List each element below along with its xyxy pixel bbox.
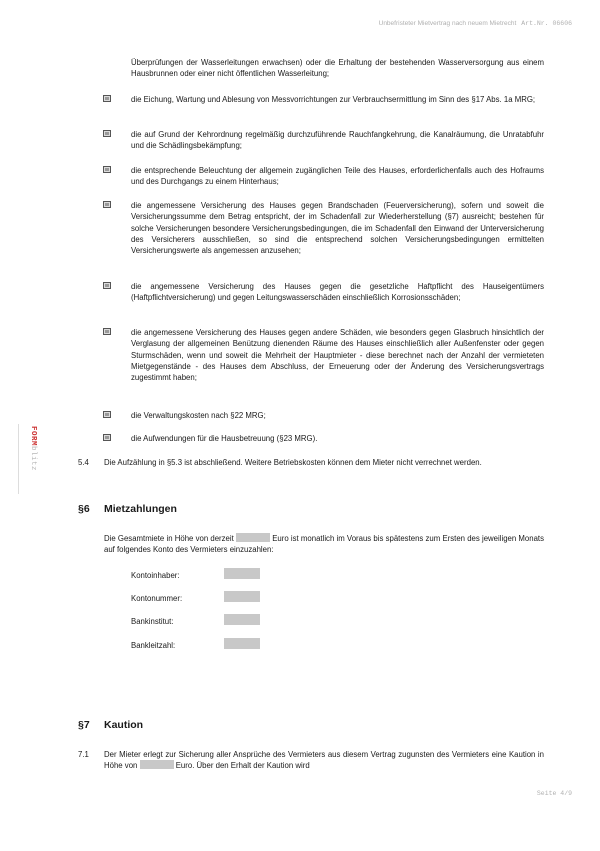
section-6-number: §6	[78, 503, 90, 515]
section-6-text-before: Die Gesamtmiete in Höhe von derzeit	[104, 534, 234, 543]
section-6-title: Mietzahlungen	[104, 503, 177, 515]
clause-7-1-number: 7.1	[78, 750, 89, 759]
clause-7-1-text-before: Der Mieter erlegt zur Sicherung aller Ansprüche des Vermieters aus diesem Vertrag zugunsten des Vermieters eine Kaution in Höhe von	[104, 750, 544, 771]
checkbox-item-6[interactable]	[103, 328, 111, 335]
item-text-7: die Verwaltungskosten nach §22 MRG;	[131, 411, 266, 420]
clause-5-4-number: 5.4	[78, 458, 89, 467]
kontoinhaber-field[interactable]	[224, 568, 260, 579]
header-title: Unbefristeter Mietvertrag nach neuem Mietrecht	[378, 20, 517, 27]
rent-amount-field[interactable]	[236, 533, 270, 542]
bankinstitut-field[interactable]	[224, 614, 260, 625]
deposit-amount-field[interactable]	[140, 760, 174, 769]
checkbox-item-2[interactable]	[103, 130, 111, 137]
item-text-6: die angemessene Versicherung des Hauses gegen andere Schäden, wie besonders gegen Glasbruch hinsichtlich der Verglasung der allgemeinen Benützung dienenden Räume des Hauses einschließlich aller Außenfenster oder gegen Sturmschäden, wenn und soweit die Mehrheit der Hauptmieter - diese berechnet nach der Anzahl der vermieteten Mietgegenstände - des Hauses dem Abschluss, der Erneuerung oder der Änderung des Versicherungsvertrags zugestimmt haben;	[131, 328, 544, 383]
section-6-text	[104, 533, 544, 556]
checkbox-item-5[interactable]	[103, 282, 111, 289]
clause-5-4-text: Die Aufzählung in §5.3 ist abschließend. Weitere Betriebskosten können dem Mieter nicht verrechnet werden.	[104, 458, 482, 467]
clause-7-1-text	[104, 749, 544, 772]
formblitz-logo	[23, 426, 37, 492]
label-kontonummer: Kontonummer:	[131, 594, 183, 603]
item-text-4: die angemessene Versicherung des Hauses gegen Brandschaden (Feuerversicherung), sofern und soweit die Versicherungssumme dem Betrag entspricht, der im Schadenfall zur Wiederherstellung (§7) ausreicht; bestehen für solche Versicherungen besondere Versicherungsbedingungen, die im Schadenfall den Einwand der Unterversicherung des Versicherers ausschließen, so sind die entsprechend solchen Versicherungsbedingungen ermittelten Versicherungswerte als angemessen anzusehen;	[131, 201, 544, 256]
label-kontoinhaber: Kontoinhaber:	[131, 571, 180, 580]
item-text-3: die entsprechende Beleuchtung der allgemein zugänglichen Teile des Hauses, erforderlichenfalls auch des Hofraums und des Durchgangs zu einem Hinterhaus;	[131, 166, 544, 187]
intro-paragraph: Überprüfungen der Wasserleitungen erwachsen) oder die Erhaltung der bestehenden Wasserversorgung aus einem Hausbrunnen oder einer nicht öffentlichen Wasserleitung;	[131, 58, 544, 79]
section-7-title: Kaution	[104, 719, 144, 731]
page-header	[379, 20, 572, 27]
kontonummer-field[interactable]	[224, 591, 260, 602]
brand-part-form: FORM	[29, 426, 37, 447]
checkbox-item-3[interactable]	[103, 166, 111, 173]
item-text-1: die Eichung, Wartung und Ablesung von Messvorrichtungen zur Verbrauchsermittlung im Sinn des §17 Abs. 1a MRG;	[131, 95, 536, 104]
checkbox-item-1[interactable]	[103, 95, 111, 102]
checkbox-item-4[interactable]	[103, 201, 111, 208]
checkbox-item-8[interactable]	[103, 434, 111, 441]
item-text-8: die Aufwendungen für die Hausbetreuung (§23 MRG).	[131, 434, 318, 443]
section-6-text-after: Euro ist monatlich im Voraus bis spätestens zum Ersten des jeweiligen Monats auf folgendes Konto des Vermieters einzuzahlen:	[104, 534, 544, 555]
item-text-2: die auf Grund der Kehrordnung regelmäßig durchzuführende Rauchfangkehrung, die Kanalräumung, die Unratabfuhr und die Schädlingsbekämpfung;	[131, 130, 544, 151]
section-7-number: §7	[78, 719, 90, 731]
label-bankleitzahl: Bankleitzahl:	[131, 641, 176, 650]
brand-part-blitz: blitz	[29, 446, 37, 472]
page-number: Seite 4/9	[536, 790, 572, 797]
brand-divider	[18, 424, 19, 494]
bankleitzahl-field[interactable]	[224, 638, 260, 649]
clause-7-1-text-after: Euro. Über den Erhalt der Kaution wird	[175, 761, 310, 771]
label-bankinstitut: Bankinstitut:	[131, 617, 174, 626]
header-art-nr: Art.Nr. 06606	[521, 20, 572, 27]
item-text-5: die angemessene Versicherung des Hauses gegen die gesetzliche Haftpflicht des Hauseigentümers (Haftpflichtversicherung) und gegen Leitungswasserschäden einschließlich Korrosionsschäden;	[131, 282, 544, 303]
checkbox-item-7[interactable]	[103, 411, 111, 418]
